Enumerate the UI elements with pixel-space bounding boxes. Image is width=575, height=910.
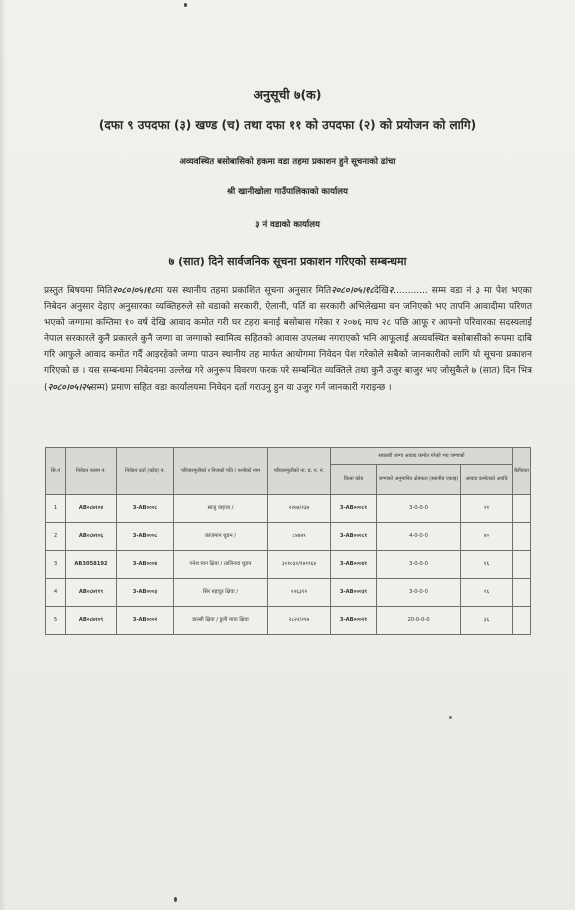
body-text-part: देखि [373, 286, 389, 296]
header-remarks: कैफियत [513, 448, 531, 495]
cell-remarks [513, 607, 531, 635]
header-years: आवाद कमोतको अवधि [461, 465, 513, 495]
cell-remarks [513, 579, 531, 607]
handwritten-date: २०८०।०५।१८ [112, 285, 155, 296]
cell-sn: 3 [46, 551, 66, 579]
cell-remarks [513, 495, 531, 523]
cell-form-no: AB०८७१०६ [66, 523, 117, 551]
header-area: जग्गाको अनुमानित क्षेत्रफल (स्थानीय एकाइ) [377, 465, 461, 495]
cell-reg-no: 3-AB०००८ [117, 523, 174, 551]
cell-form-no: AB3058192 [66, 551, 117, 579]
handwritten-date: २ [388, 285, 394, 296]
cell-ward-code: 3-AB०००८१ [331, 523, 377, 551]
cell-form-no: AB०८७१०४ [66, 495, 117, 523]
cell-sn: 1 [46, 495, 66, 523]
speck [449, 716, 452, 719]
cell-name: डाल्सी क्षिवा / डुली माया क्षिवा [174, 607, 268, 635]
cell-years: २१ [461, 495, 513, 523]
body-text-part: मा यस स्थानीय तहमा प्रकाशित सूचना अनुसार मिति [155, 286, 332, 296]
speck [184, 3, 187, 7]
cell-years: १६ [461, 579, 513, 607]
table-row [46, 579, 531, 607]
header-citizenship: परिवारमूलीको ना. प्र. प. नं. [268, 448, 331, 495]
cell-citizenship: ३०१०३२/१७९९६४ [268, 551, 331, 579]
handwritten-date: २०८०।०५।२५ [47, 381, 91, 393]
cell-sn: 5 [46, 607, 66, 635]
cell-years: ४० [461, 523, 513, 551]
header-form-no: निवेदन फारम नं. [66, 448, 117, 495]
cell-area: 3-0-0-0 [377, 551, 461, 579]
header-reg-no: निवेदन दर्ता (कोड) नं. [117, 448, 174, 495]
cell-years: ३६ [461, 607, 513, 635]
page-edge-shadow [0, 0, 6, 910]
cell-ward-code: 3-AB०००२१ [331, 607, 377, 635]
handwritten-date: २०८०।०५।१८ [331, 285, 374, 296]
header-sn: सि.नं [46, 448, 66, 495]
table-row [46, 551, 531, 579]
cell-name: काजमान थुङन / [174, 523, 268, 551]
office-name: श्री खानीखोला गाउँपालिकाको कार्यालय [227, 187, 348, 197]
cell-remarks [513, 551, 531, 579]
cell-ward-code: 3-AB०००८१ [331, 495, 377, 523]
cell-form-no: AB०८७११९ [66, 579, 117, 607]
cell-citizenship: १२६३१२ [268, 579, 331, 607]
body-text-part: प्रस्तुत बिषयमा मिति [44, 286, 113, 296]
cell-name: गनेश मान क्षिवा / तालिनया थुङन [174, 551, 268, 579]
header-land-group: सरकारी जग्गा आवाद कमोत गरेको भए जग्गाको [331, 448, 513, 465]
speck [174, 897, 177, 902]
cell-name: साजु याइजा / [174, 495, 268, 523]
cell-reg-no: 3-AB०००८ [117, 495, 174, 523]
cell-remarks [513, 523, 531, 551]
table-row [46, 495, 531, 523]
header-name: परिवारमूलीको र निजको पति / पत्नीको नाम [174, 448, 268, 495]
subtitle: (दफा ९ उपदफा (३) खण्ड (च) तथा दफा ११ को उपदफा (२) को प्रयोजन को लागि) [98, 118, 477, 132]
body-text-part: सम्म) प्रमाण सहित वडा कार्यालयमा निवेदन दर्ता गराउनु हुन वा उजुर गर्न जानकारी गराइन्छ । [90, 382, 392, 393]
cell-ward-code: 3-AB०००४१ [331, 551, 377, 579]
cell-area: 3-0-0-0 [377, 579, 461, 607]
cell-citizenship: २२७७/२३७ [268, 495, 331, 523]
format-title: अव्यवस्थित बसोबासिको हकमा वडा तहमा प्रकाशन हुने सूचनाको ढांचा [179, 157, 396, 167]
cell-area: 4-0-0-0 [377, 523, 461, 551]
notice-body [44, 283, 532, 396]
cell-citizenship: २८२२/२१७ [268, 607, 331, 635]
notice-title: ७ (सात) दिने सार्वजनिक सूचना प्रकाशन गरिएको सम्बन्धमा [168, 255, 407, 268]
cell-years: १६ [461, 551, 513, 579]
cell-form-no: AB०८७१०९ [66, 607, 117, 635]
cell-reg-no: 3-AB०००३ [117, 579, 174, 607]
ward-office: ३ नं वडाको कार्यालय [255, 220, 320, 230]
cell-name: सिर बहादुर क्षिवा / [174, 579, 268, 607]
applicant-table [45, 447, 531, 635]
table-row [46, 607, 531, 635]
cell-sn: 2 [46, 523, 66, 551]
schedule-title: अनुसूची ७(क) [253, 87, 322, 102]
cell-ward-code: 3-AB०००३१ [331, 579, 377, 607]
cell-reg-no: 3-AB०००२ [117, 607, 174, 635]
table-row [46, 523, 531, 551]
cell-reg-no: 3-AB०००४ [117, 551, 174, 579]
body-text-part: ............ सम्म वडा नं ३ मा पेश भएका निबेदन अनुसार देहाए अनुसारका व्यक्तिहरुले सो वडाको सरकारी, ऐलानी, पर्ति वा सरकारी अभिलेखमा वन जनिएको भए तापनि आवादीमा परिणत भएको जग्गामा कम्तिमा १० वर्ष देखि आवाद कमोत गरी घर टहरा बनाई बसोबास गरेका र २०७६ माघ २८ पछि आफू र आफ्नो परिवारका सदस्यलाई नेपाल सरकारले कुनै प्रकारले कुनै जग्गा वा जग्गाको स्वामित्व सहितको आवास उपलब्ध नगराएको भनि आफूलाई अव्यवस्थित बसोबासीको रूपमा दाबि गरि आफुले आवाद कमोत गर्दै आइरहेको जग्गा पाउन स्थानीय तह मार्फत आयोगमा निवेदन पेश गरेकोले सबैको जानकारीको लागि यो सूचना प्रकाशन गरिएको छ । यस सम्बन्धमा निबेदनमा उल्लेख गरे अनुरूप विवरण फरक परे सम्बन्धित व्यक्तिले तथा कुनै उजुर बाजुर भए जोसुकैले ७ (सात) दिन भित्र ( [44, 286, 532, 393]
cell-area: 3-0-0-0 [377, 495, 461, 523]
cell-area: 20-0-0-0 [377, 607, 461, 635]
header-ward-code: कित्ता कोड [331, 465, 377, 495]
cell-sn: 4 [46, 579, 66, 607]
cell-citizenship: ८४७४९ [268, 523, 331, 551]
